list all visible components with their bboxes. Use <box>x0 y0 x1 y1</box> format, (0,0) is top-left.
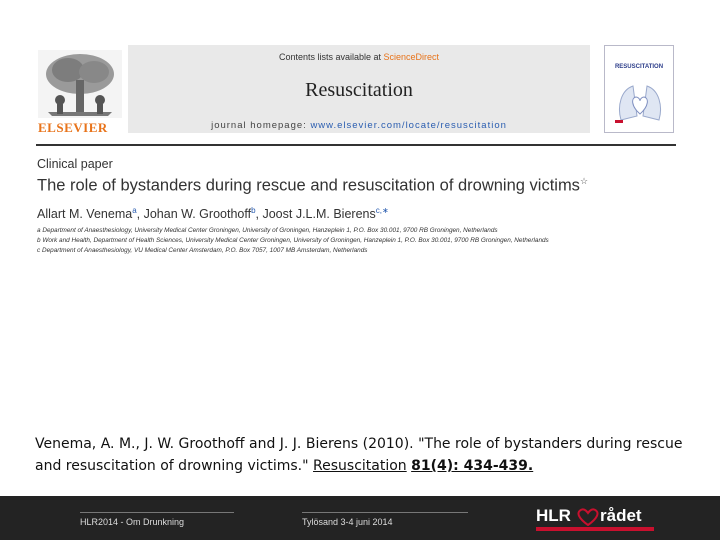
author-list: Allart M. Venema$^a$, Johan W. Groothoff$^b$, Joost J.L.M. Bierens$^{c,∗}$ <box>37 206 389 222</box>
homepage-prefix: journal homepage: <box>211 120 311 131</box>
hlr-logo-text: HLR <box>536 506 571 525</box>
paper-title <box>37 176 588 196</box>
author-affiliation-mark[interactable]: c,∗ <box>375 206 389 215</box>
journal-banner <box>128 45 590 133</box>
footer-presentation-title: HLR2014 - Om Drunkning <box>80 517 185 527</box>
citation-text: Venema, A. M., J. W. Groothoff and J. J. Bierens (2010). "The role of bystanders during rescue and resuscitation of drowning victims." <box>35 436 683 474</box>
journal-title: Resuscitation <box>305 79 413 101</box>
section-label: Clinical paper <box>37 157 113 171</box>
sciencedirect-link[interactable]: ScienceDirect <box>383 52 440 62</box>
author-name: Johan W. Groothoff <box>143 207 252 222</box>
elsevier-wordmark: ELSEVIER <box>38 120 108 135</box>
affiliation-list <box>37 226 677 256</box>
author-name: Joost J.L.M. Bierens <box>262 207 376 222</box>
affiliation-line: c Department of Anaesthesiology, VU Medical Center Amsterdam, P.O. Box 7057, 1007 MB Amsterdam, Netherlands <box>37 247 368 254</box>
elsevier-logo <box>36 50 128 134</box>
logo-stripe <box>536 527 654 531</box>
title-footnote-mark: ☆ <box>579 176 589 186</box>
affiliation-line: a Department of Anaesthesiology, University Medical Center Groningen, University of Groningen, Hanzeplein 1, P.O. Box 30.001, 9700 RB Groningen, Netherlands <box>37 227 498 234</box>
citation <box>35 433 695 477</box>
hlr-radet-logo <box>534 506 656 532</box>
elsevier-tree-icon <box>38 50 122 118</box>
heart-icon <box>576 508 600 526</box>
journal-cover-thumbnail <box>604 45 674 133</box>
slide-footer <box>0 496 720 540</box>
cover-title: RESUSCITATION <box>614 64 664 70</box>
contents-line <box>128 52 590 62</box>
lungs-heart-icon <box>613 76 667 126</box>
author-affiliation-mark[interactable]: a <box>132 206 137 215</box>
citation-issue-link[interactable]: 81(4): 434-439. <box>411 458 534 474</box>
author-name: Allart M. Venema <box>37 207 133 222</box>
header-divider <box>36 144 676 146</box>
citation-journal-link[interactable]: Resuscitation <box>313 458 407 474</box>
author-affiliation-mark[interactable]: b <box>251 206 256 215</box>
footer-event-date: Tylösand 3-4 juni 2014 <box>302 517 393 527</box>
radet-logo-text: rådet <box>600 506 642 525</box>
homepage-url-link[interactable]: www.elsevier.com/locate/resuscitation <box>310 120 507 131</box>
homepage-line <box>128 120 590 131</box>
footer-divider-left <box>80 512 234 513</box>
footer-divider-center <box>302 512 468 513</box>
paper-title-text: The role of bystanders during rescue and resuscitation of drowning victims <box>37 176 580 195</box>
contents-prefix: Contents lists available at <box>278 52 384 62</box>
affiliation-line: b Work and Health, Department of Health Sciences, University Medical Center Groningen, University of Groningen, Hanzeplein 1, P.O. Box 30.001, 9700 RB Groningen, Netherlands <box>37 237 549 244</box>
